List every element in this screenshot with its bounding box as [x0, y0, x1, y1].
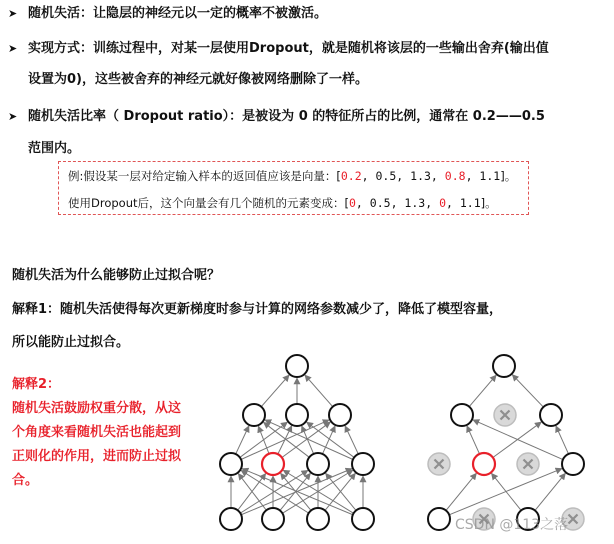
edge	[535, 473, 565, 510]
bullet-text-1: 随机失活：让隐层的神经元以一定的概率不被激活。	[28, 6, 328, 21]
edge	[278, 426, 292, 454]
explain1-line-1: 解释1：随机失活使得每次更新梯度时参与计算的网络参数减少了，降低了模型容量，	[12, 302, 503, 317]
example-line-1-prefix: 例:假设某一层对给定输入样本的返回值应该是向量：[	[68, 169, 341, 183]
example-vector-2-value: 0	[348, 196, 356, 210]
explain2-line-1: 解释2：	[12, 377, 61, 392]
neuron	[262, 508, 284, 530]
example-vector-1-separator: ,	[465, 169, 480, 183]
edge	[467, 426, 480, 454]
bullet-text-2-cont: 设置为0)，这些被舍弃的神经元就好像被网络删除了一样。	[28, 72, 368, 87]
example-vector-2-separator: ,	[355, 196, 370, 210]
neuron	[451, 404, 473, 426]
example-line-2-prefix: 使用Dropout后，这个向量会有几个随机的元素变成：[	[68, 196, 349, 210]
neuron	[307, 508, 329, 530]
question-text: 随机失活为什么能够防止过拟合呢？	[12, 268, 221, 283]
neuron	[352, 508, 374, 530]
example-vector-2-separator: ,	[446, 196, 460, 210]
edge	[556, 426, 569, 454]
example-vector-1-value: 0.8	[444, 169, 466, 183]
example-vector-1-separator: ,	[396, 169, 411, 183]
neuron	[562, 453, 584, 475]
example-vector-2-value: 0.5	[369, 196, 391, 210]
example-vector-1-value: 0.2	[340, 169, 362, 183]
example-vector-2-value: 1.3	[404, 196, 426, 210]
full-network-edges	[231, 375, 363, 515]
example-vector-1-value: 1.3	[410, 169, 431, 183]
edge	[261, 375, 289, 407]
highlighted-neuron	[473, 453, 495, 475]
explain1-line-2: 所以能防止过拟合。	[12, 335, 130, 350]
neuron	[286, 404, 308, 426]
bullet-marker-1: ➤	[8, 7, 18, 20]
edge	[236, 426, 249, 454]
example-vector-1-separator: ,	[361, 169, 376, 183]
neuron	[286, 355, 308, 377]
example-vector-2-separator: ,	[390, 196, 405, 210]
edge	[469, 375, 496, 407]
bullet-marker-3: ➤	[8, 110, 18, 123]
example-vector-1-value: 0.5	[375, 169, 397, 183]
explain2-line-5: 合。	[12, 473, 39, 488]
highlighted-neuron	[262, 453, 284, 475]
example-vector-2-value: 0	[439, 196, 446, 210]
neuron	[493, 355, 515, 377]
edge	[302, 426, 314, 454]
edge	[307, 422, 355, 457]
example-vector-1-separator: ,	[430, 169, 445, 183]
explain2-line-2: 随机失活鼓励权重分散，从这	[12, 401, 182, 416]
edge	[491, 473, 521, 510]
neuron	[329, 404, 351, 426]
neuron	[540, 404, 562, 426]
edge	[446, 473, 476, 510]
watermark: CSDN @113之落	[455, 517, 569, 533]
bullet-text-2: 实现方式：训练过程中，对某一层使用Dropout，就是随机将该层的一些输出舍弃(输出值	[28, 41, 549, 56]
neuron	[428, 508, 450, 530]
explain2-line-3: 个角度来看随机失活也能起到	[12, 425, 182, 440]
edge	[512, 375, 543, 407]
edge	[323, 426, 336, 454]
bullet-text-3: 随机失活比率（ Dropout ratio）：是被设为 0 的特征所占的比例，通常在 0.2——0.5	[28, 109, 545, 124]
bullet-text-3-cont: 范围内。	[28, 141, 81, 156]
neuron	[352, 453, 374, 475]
edge	[305, 375, 333, 407]
edge	[345, 426, 358, 454]
example-line-2-suffix: ]。	[480, 196, 497, 210]
neuron	[307, 453, 329, 475]
example-vector-1-value: 1.1	[479, 169, 501, 183]
neuron	[220, 453, 242, 475]
neuron	[220, 508, 242, 530]
bullet-marker-2: ➤	[8, 42, 18, 55]
example-vector-2-separator: ,	[425, 196, 440, 210]
neuron	[243, 404, 265, 426]
dropout-network-edges	[446, 375, 569, 515]
example-vector-2-value: 1.1	[459, 196, 481, 210]
explain2-line-4: 正则化的作用，进而防止过拟	[12, 449, 182, 464]
example-line-1-suffix: ]。	[500, 169, 517, 183]
